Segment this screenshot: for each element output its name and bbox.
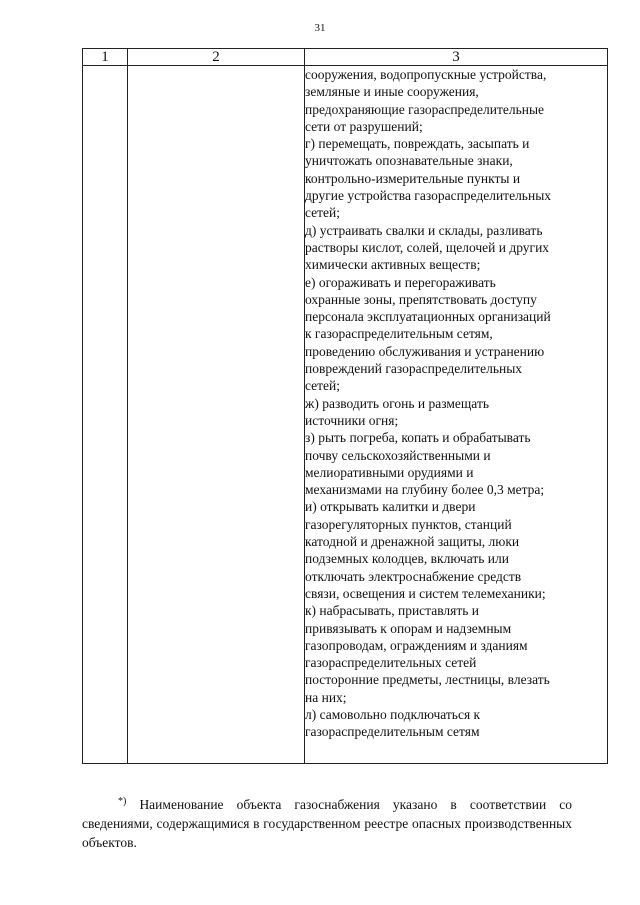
col3-line: связи, освещения и систем телемеханики; [305,585,546,601]
col3-line: на них; [305,689,347,705]
col3-line: г) перемещать, повреждать, засыпать и [305,136,530,152]
footnote-first-line [82,792,572,814]
footnote-mark: *) [118,796,127,807]
col3-line: газораспределительных сетей [305,655,477,671]
col3-line: мелиоративными орудиями и [305,464,474,480]
col3-line: повреждений газораспределительных [305,361,523,377]
col3-line: е) огораживать и перегораживать [305,274,496,290]
col3-line: отключать электроснабжение средств [305,568,522,584]
col3-line: сооружения, водопропускные устройства, [305,67,547,82]
col3-line: привязывать к опорам и надземным [305,620,512,636]
col3-line: химически активных веществ; [305,257,481,273]
table-cell-col2 [128,66,305,764]
col3-line: растворы кислот, солей, щелочей и других [305,239,550,255]
col3-line: катодной и дренажной защиты, люки [305,534,520,550]
col3-line: л) самовольно подключаться к [305,706,481,722]
col3-line: почву сельскохозяйственными и [305,447,491,463]
col3-line: сетей; [305,378,341,394]
column-header-2: 2 [128,49,305,66]
col3-line: газорегуляторных пунктов, станций [305,516,512,532]
table-row [83,66,608,764]
col3-line: проведению обслуживания и устранению [305,343,545,359]
col3-line: сетей; [305,205,341,221]
col3-line: д) устраивать свалки и склады, разливать [305,222,543,238]
col3-line: контрольно-измерительные пункты и [305,170,521,186]
col3-line: предохраняющие газораспределительные [305,101,545,117]
page-number: 31 [314,22,326,34]
col3-line: к) набрасывать, приставлять и [305,603,480,619]
col3-line: посторонние предметы, лестницы, влезать [305,672,550,688]
footnote-line1: Наименование объекта газоснабжения указано в соответствии со [139,797,572,812]
col3-line: охранные зоны, препятствовать доступу [305,291,537,307]
col3-line: уничтожать опознавательные знаки, [305,153,513,169]
col3-line: механизмами на глубину более 0,3 метра; [305,482,545,498]
col3-line: сети от разрушений; [305,118,423,134]
table-cell-col3 [305,66,608,764]
col3-line: з) рыть погреба, копать и обрабатывать [305,430,531,446]
document-table [82,48,608,764]
col3-line: и) открывать калитки и двери [305,499,476,515]
col3-line: газораспределительным сетям [305,724,480,740]
col3-line: другие устройства газораспределительных [305,188,552,204]
col3-line: к газораспределительным сетям, [305,326,493,342]
footnote [82,792,572,852]
table-header-row [83,49,608,66]
col3-line: земляные и иные сооружения, [305,84,479,100]
column-header-1: 1 [83,49,128,66]
footnote-rest: сведениями, содержащимися в государственном реестре опасных производственных объектов. [82,816,572,850]
col3-line: газопроводам, ограждениям и зданиям [305,637,528,653]
col3-line: персонала эксплуатационных организаций [305,309,551,325]
col3-line: источники огня; [305,412,399,428]
col3-line: подземных колодцев, включать или [305,551,509,567]
col3-line: ж) разводить огонь и размещать [305,395,490,411]
table-cell-col1 [83,66,128,764]
column-header-3: 3 [305,49,608,66]
